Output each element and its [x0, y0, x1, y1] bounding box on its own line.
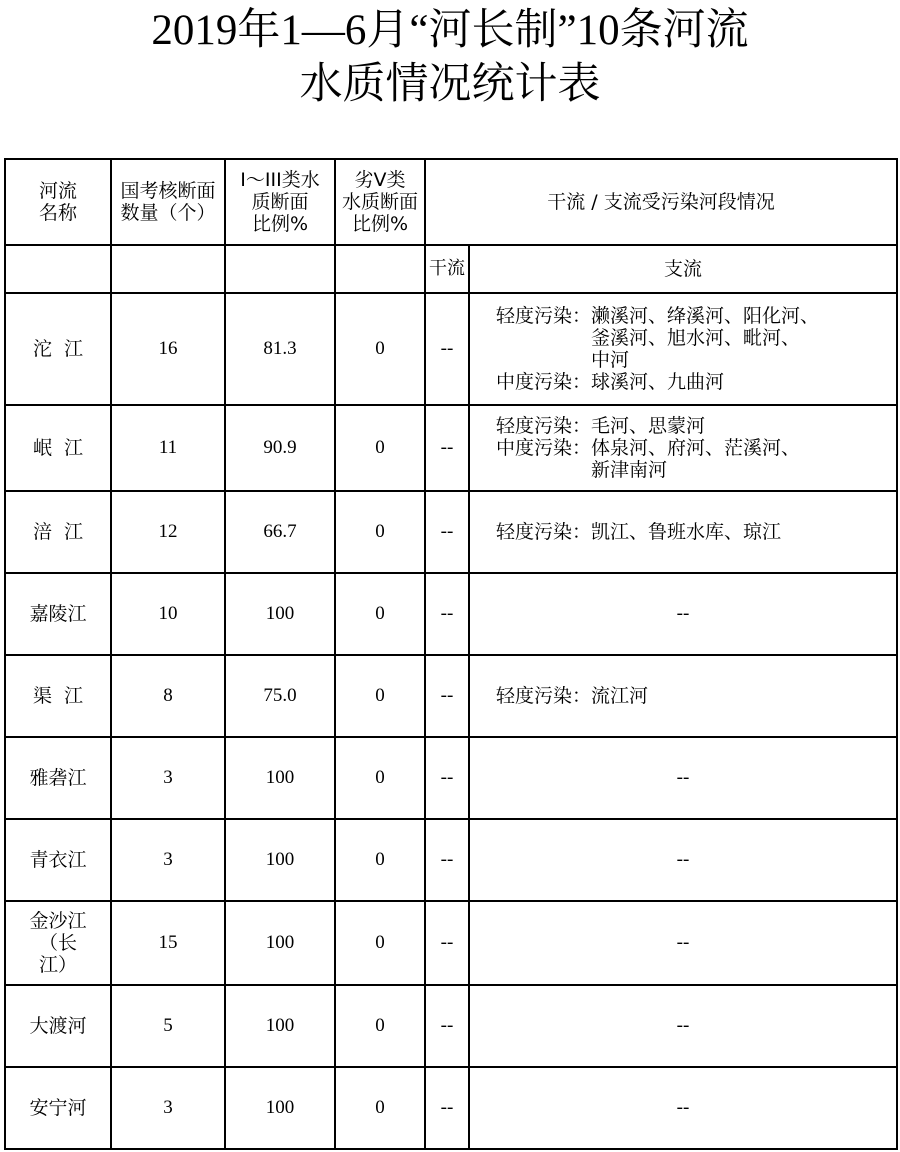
river-name-line: 渠 江 [32, 685, 84, 707]
pollution-level-label: 中度污染： [496, 371, 592, 393]
polluted-rivers [591, 521, 896, 543]
worse-v-cell: 0 [335, 655, 425, 737]
polluted-rivers-line: 流江河 [591, 685, 649, 707]
header-text: 名称 [38, 202, 77, 224]
mainstream-cell: -- [425, 901, 469, 985]
header-text: I～III类水 [240, 169, 320, 191]
ratio-1-3-cell: 75.0 [225, 655, 335, 737]
worse-v-cell: 0 [335, 985, 425, 1067]
water-quality-table [4, 158, 898, 1150]
ratio-1-3-cell: 90.9 [225, 405, 335, 491]
subheader-row [5, 245, 897, 293]
worse-v-cell: 0 [335, 737, 425, 819]
ratio-1-3-cell: 100 [225, 1067, 335, 1149]
ratio-1-3-cell: 66.7 [225, 491, 335, 573]
tributary-cell [469, 655, 897, 737]
polluted-rivers-line: 新津南河 [591, 459, 668, 481]
polluted-rivers [591, 371, 896, 393]
mainstream-cell: -- [425, 1067, 469, 1149]
pollution-entry [496, 415, 896, 437]
pollution-entry [496, 685, 896, 707]
worse-v-cell: 0 [335, 491, 425, 573]
mainstream-cell: -- [425, 293, 469, 405]
worse-v-cell: 0 [335, 1067, 425, 1149]
ratio-1-3-cell: 100 [225, 573, 335, 655]
section-count-cell: 3 [111, 737, 225, 819]
mainstream-cell: -- [425, 405, 469, 491]
river-name-line: 青衣江 [29, 849, 87, 871]
tributary-cell: -- [469, 737, 897, 819]
river-name-cell [5, 819, 111, 901]
tributary-cell: -- [469, 985, 897, 1067]
section-count-cell: 3 [111, 819, 225, 901]
pollution-entry [496, 371, 896, 393]
table-row [5, 985, 897, 1067]
header-text: 国考核断面 [120, 180, 216, 202]
river-name-cell [5, 1067, 111, 1149]
table-row [5, 405, 897, 491]
pollution-level-label: 轻度污染： [496, 521, 592, 543]
header-section-count [111, 159, 225, 245]
worse-v-cell: 0 [335, 293, 425, 405]
polluted-rivers-line: 体泉河、府河、茫溪河、 [591, 437, 801, 459]
header-text: 质断面 [251, 191, 309, 213]
river-name-cell [5, 985, 111, 1067]
polluted-rivers-line: 凯江、鲁班水库、琼江 [591, 521, 782, 543]
table-row [5, 737, 897, 819]
river-name-line: 嘉陵江 [29, 603, 87, 625]
pollution-entry [496, 521, 896, 543]
pollution-entry [496, 437, 896, 481]
polluted-rivers-line: 球溪河、九曲河 [591, 371, 725, 393]
worse-v-cell: 0 [335, 573, 425, 655]
header-class-1-3 [225, 159, 335, 245]
river-name-cell [5, 655, 111, 737]
section-count-cell: 10 [111, 573, 225, 655]
tributary-cell: -- [469, 1067, 897, 1149]
table-row [5, 819, 897, 901]
table-row [5, 901, 897, 985]
polluted-rivers [591, 685, 896, 707]
header-text: 比例% [351, 213, 409, 235]
polluted-rivers-line: 毛河、思蒙河 [591, 415, 706, 437]
polluted-rivers-line: 濑溪河、绛溪河、阳化河、 [591, 305, 820, 327]
river-name-cell [5, 737, 111, 819]
pollution-entry [496, 305, 896, 371]
header-text: 河流 [38, 180, 77, 202]
empty-cell [225, 245, 335, 293]
empty-cell [111, 245, 225, 293]
header-text: 数量（个） [120, 202, 216, 224]
header-worse-v [335, 159, 425, 245]
polluted-rivers-line: 中河 [591, 349, 630, 371]
pollution-level-label: 轻度污染： [496, 305, 592, 327]
polluted-rivers-line: 釜溪河、旭水河、毗河、 [591, 327, 801, 349]
river-name-line: 岷 江 [32, 437, 84, 459]
tributary-cell: -- [469, 901, 897, 985]
tributary-cell [469, 293, 897, 405]
table-row [5, 655, 897, 737]
mainstream-cell: -- [425, 985, 469, 1067]
pollution-level-label: 轻度污染： [496, 415, 592, 437]
river-name-cell [5, 573, 111, 655]
tributary-cell [469, 491, 897, 573]
pollution-level-label: 轻度污染： [496, 685, 592, 707]
section-count-cell: 3 [111, 1067, 225, 1149]
header-tributary: 支流 [469, 245, 897, 293]
table-row [5, 573, 897, 655]
title-line-2: 水质情况统计表 [299, 61, 601, 108]
ratio-1-3-cell: 81.3 [225, 293, 335, 405]
mainstream-cell: -- [425, 737, 469, 819]
river-name-line: 大渡河 [29, 1015, 87, 1037]
river-name-line: 江） [38, 954, 77, 976]
river-name-cell [5, 293, 111, 405]
mainstream-cell: -- [425, 655, 469, 737]
section-count-cell: 15 [111, 901, 225, 985]
empty-cell [335, 245, 425, 293]
header-river-name [5, 159, 111, 245]
section-count-cell: 11 [111, 405, 225, 491]
header-row [5, 159, 897, 245]
river-name-cell [5, 901, 111, 985]
worse-v-cell: 0 [335, 405, 425, 491]
river-name-line: 沱 江 [32, 338, 84, 360]
table-row [5, 1067, 897, 1149]
table-row [5, 491, 897, 573]
polluted-rivers [591, 437, 896, 481]
section-count-cell: 12 [111, 491, 225, 573]
ratio-1-3-cell: 100 [225, 901, 335, 985]
title-line-1: 2019年1—6月“河长制”10条河流 [151, 7, 749, 54]
section-count-cell: 16 [111, 293, 225, 405]
section-count-cell: 8 [111, 655, 225, 737]
river-name-cell [5, 491, 111, 573]
page-title [0, 4, 900, 112]
ratio-1-3-cell: 100 [225, 737, 335, 819]
empty-cell [5, 245, 111, 293]
river-name-line: （长 [38, 932, 77, 954]
tributary-cell [469, 405, 897, 491]
header-pollution: 干流 / 支流受污染河段情况 [425, 159, 897, 245]
mainstream-cell: -- [425, 573, 469, 655]
worse-v-cell: 0 [335, 901, 425, 985]
ratio-1-3-cell: 100 [225, 985, 335, 1067]
river-name-line: 涪 江 [32, 521, 84, 543]
table-row [5, 293, 897, 405]
mainstream-cell: -- [425, 819, 469, 901]
river-name-cell [5, 405, 111, 491]
section-count-cell: 5 [111, 985, 225, 1067]
header-text: 劣V类 [354, 169, 406, 191]
tributary-cell: -- [469, 819, 897, 901]
polluted-rivers [591, 305, 896, 371]
polluted-rivers [591, 415, 896, 437]
pollution-level-label: 中度污染： [496, 437, 592, 459]
header-mainstream: 干流 [425, 245, 469, 293]
river-name-line: 金沙江 [29, 910, 87, 932]
header-text: 比例% [251, 213, 309, 235]
header-text: 水质断面 [341, 191, 418, 213]
tributary-cell: -- [469, 573, 897, 655]
mainstream-cell: -- [425, 491, 469, 573]
river-name-line: 雅砻江 [29, 767, 87, 789]
worse-v-cell: 0 [335, 819, 425, 901]
river-name-line: 安宁河 [29, 1097, 87, 1119]
ratio-1-3-cell: 100 [225, 819, 335, 901]
